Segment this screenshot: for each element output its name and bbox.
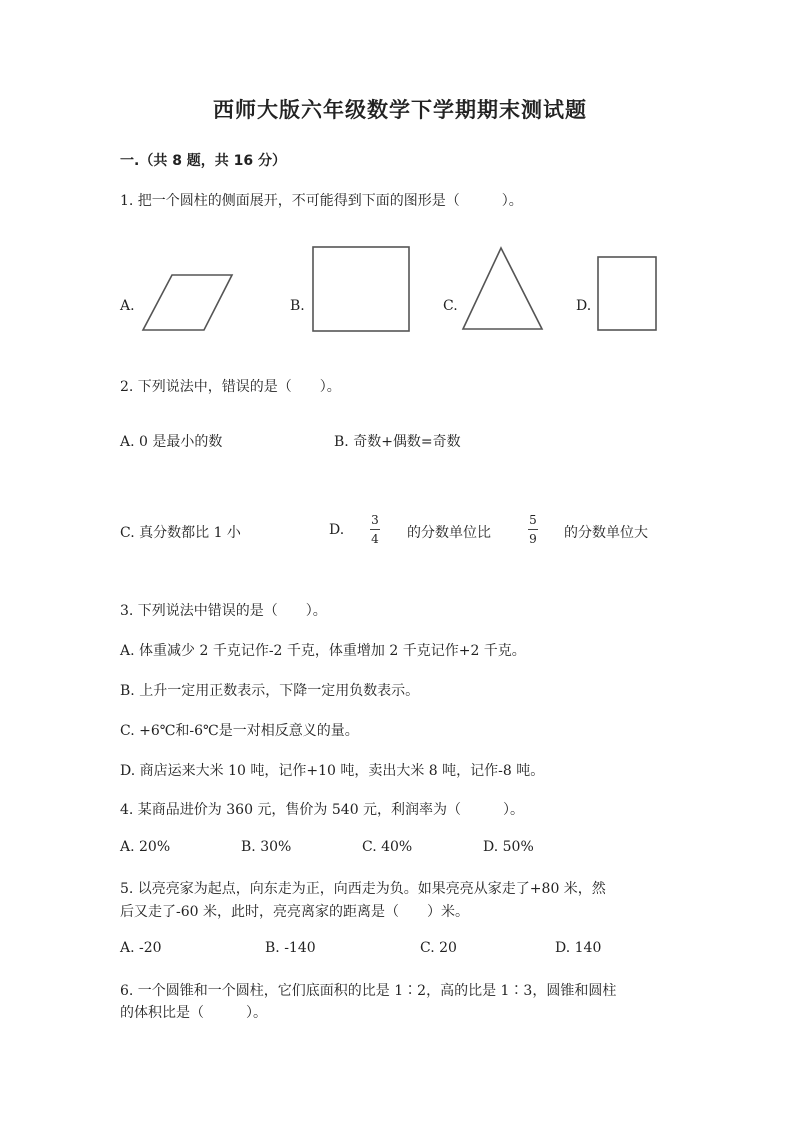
fraction-denominator: 9 (529, 532, 537, 546)
page-title: 西师大版六年级数学下学期期末测试题 (213, 97, 587, 122)
q5-option-a: A. -20 (120, 940, 162, 956)
q1-option-a-label: A. (120, 298, 135, 314)
question-4-text: 4. 某商品进价为 360 元，售价为 540 元，利润率为（ ）。 (120, 802, 525, 818)
q4-option-b: B. 30% (241, 839, 292, 855)
fraction-numerator: 5 (529, 513, 537, 527)
q1-square-figure (312, 246, 412, 334)
question-2-text: 2. 下列说法中，错误的是（ ）。 (120, 379, 341, 395)
q2-option-d-end: 的分数单位大 (564, 525, 648, 541)
q1-option-c-label: C. (443, 298, 458, 314)
question-6-line-2: 的体积比是（ ）。 (120, 1005, 267, 1021)
q2-option-d-label: D. (329, 522, 345, 538)
fraction-denominator: 4 (371, 532, 379, 546)
question-6-line-1: 6. 一个圆锥和一个圆柱，它们底面积的比是 1∶2，高的比是 1∶3，圆锥和圆柱 (120, 983, 617, 999)
q5-option-b: B. -140 (265, 940, 316, 956)
q3-option-b: B. 上升一定用正数表示，下降一定用负数表示。 (120, 683, 420, 699)
q2-option-c: C. 真分数都比 1 小 (120, 525, 241, 541)
question-1-text: 1. 把一个圆柱的侧面展开，不可能得到下面的图形是（ ）。 (120, 193, 523, 209)
q1-triangle-figure (461, 246, 547, 334)
question-5-line-2: 后又走了-60 米，此时，亮亮离家的距离是（ ）米。 (120, 904, 469, 920)
q1-option-b-label: B. (290, 298, 305, 314)
q1-rectangle-figure (597, 256, 659, 334)
fraction-numerator: 3 (371, 513, 379, 527)
fraction-bar (528, 529, 538, 530)
q5-option-d: D. 140 (555, 940, 602, 956)
q4-option-d: D. 50% (483, 839, 534, 855)
section-heading: 一.（共 8 题，共 16 分） (120, 153, 287, 169)
fraction-5-9 (528, 514, 538, 545)
fraction-3-4 (370, 514, 380, 545)
q3-option-a: A. 体重减少 2 千克记作-2 千克，体重增加 2 千克记作+2 千克。 (120, 643, 526, 659)
fraction-bar (370, 529, 380, 530)
question-5-line-1: 5. 以亮亮家为起点，向东走为正，向西走为负。如果亮亮从家走了+80 米，然 (120, 881, 606, 897)
q4-option-c: C. 40% (362, 839, 413, 855)
q5-option-c: C. 20 (420, 940, 457, 956)
q1-parallelogram-figure (140, 272, 240, 334)
q4-option-a: A. 20% (120, 839, 171, 855)
q2-option-b: B. 奇数+偶数=奇数 (334, 434, 461, 450)
q1-option-d-label: D. (576, 298, 592, 314)
q2-option-a: A. 0 是最小的数 (120, 434, 223, 450)
question-3-text: 3. 下列说法中错误的是（ ）。 (120, 603, 327, 619)
q2-option-d-middle: 的分数单位比 (407, 525, 491, 541)
q3-option-c: C. +6℃和-6℃是一对相反意义的量。 (120, 723, 359, 739)
q3-option-d: D. 商店运来大米 10 吨，记作+10 吨，卖出大米 8 吨，记作-8 吨。 (120, 763, 545, 779)
